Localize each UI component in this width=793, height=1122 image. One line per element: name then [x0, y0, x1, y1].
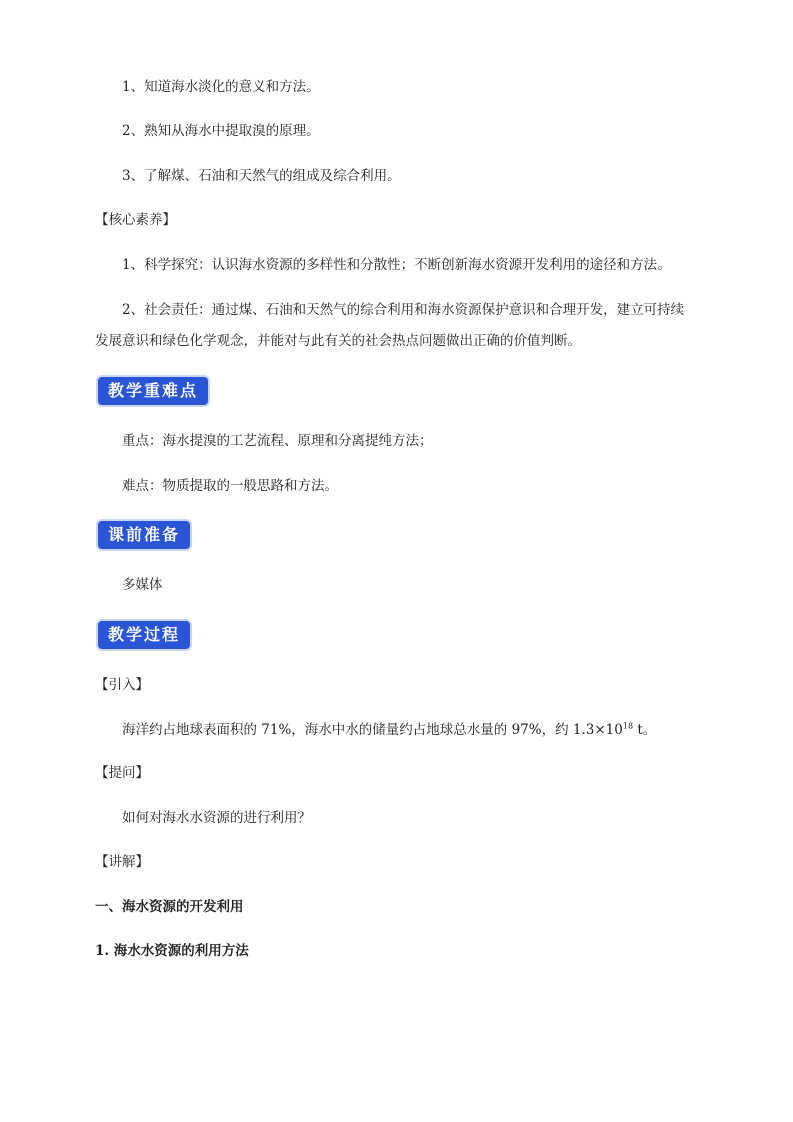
core-literacy-item-2-line-2: 发展意识和绿色化学观念，并能对与此有关的社会热点问题做出正确的价值判断。	[95, 333, 581, 349]
question-text: 如何对海水水资源的进行利用？	[122, 810, 311, 826]
lecture-heading: 【讲解】	[95, 854, 149, 870]
intro-exponent: 18	[622, 721, 634, 731]
objective-2: 2、熟知从海水中提取溴的原理。	[122, 123, 320, 139]
core-literacy-item-2-line-1: 2、社会责任：通过煤、石油和天然气的综合利用和海水资源保护意识和合理开发，建立可持续	[122, 302, 685, 318]
intro-text-main: 海洋约占地球表面积的 71%，海水中水的储量约占地球总水量的 97%，约 1.3×10	[122, 722, 623, 738]
key-point-difficulty: 难点：物质提取的一般思路和方法。	[122, 478, 338, 494]
key-points-badge: 教学重难点	[98, 377, 208, 405]
core-literacy-item-1: 1、科学探究：认识海水资源的多样性和分散性；不断创新海水资源开发利用的途径和方法。	[122, 257, 671, 273]
core-literacy-heading: 【核心素养】	[95, 212, 176, 228]
subsection-title: 1. 海水水资源的利用方法	[95, 943, 249, 959]
section-title: 一、海水资源的开发利用	[95, 899, 244, 915]
question-heading: 【提问】	[95, 765, 149, 781]
preparation-badge: 课前准备	[98, 521, 190, 549]
preparation-content: 多媒体	[122, 577, 163, 593]
objective-1: 1、知道海水淡化的意义和方法。	[122, 79, 320, 95]
objective-3: 3、了解煤、石油和天然气的组成及综合利用。	[122, 168, 401, 184]
intro-text-unit: t。	[633, 722, 657, 738]
intro-heading: 【引入】	[95, 677, 149, 693]
process-badge: 教学过程	[98, 621, 190, 649]
intro-text	[122, 720, 656, 740]
key-point-focus: 重点：海水提溴的工艺流程、原理和分离提纯方法；	[122, 433, 433, 449]
